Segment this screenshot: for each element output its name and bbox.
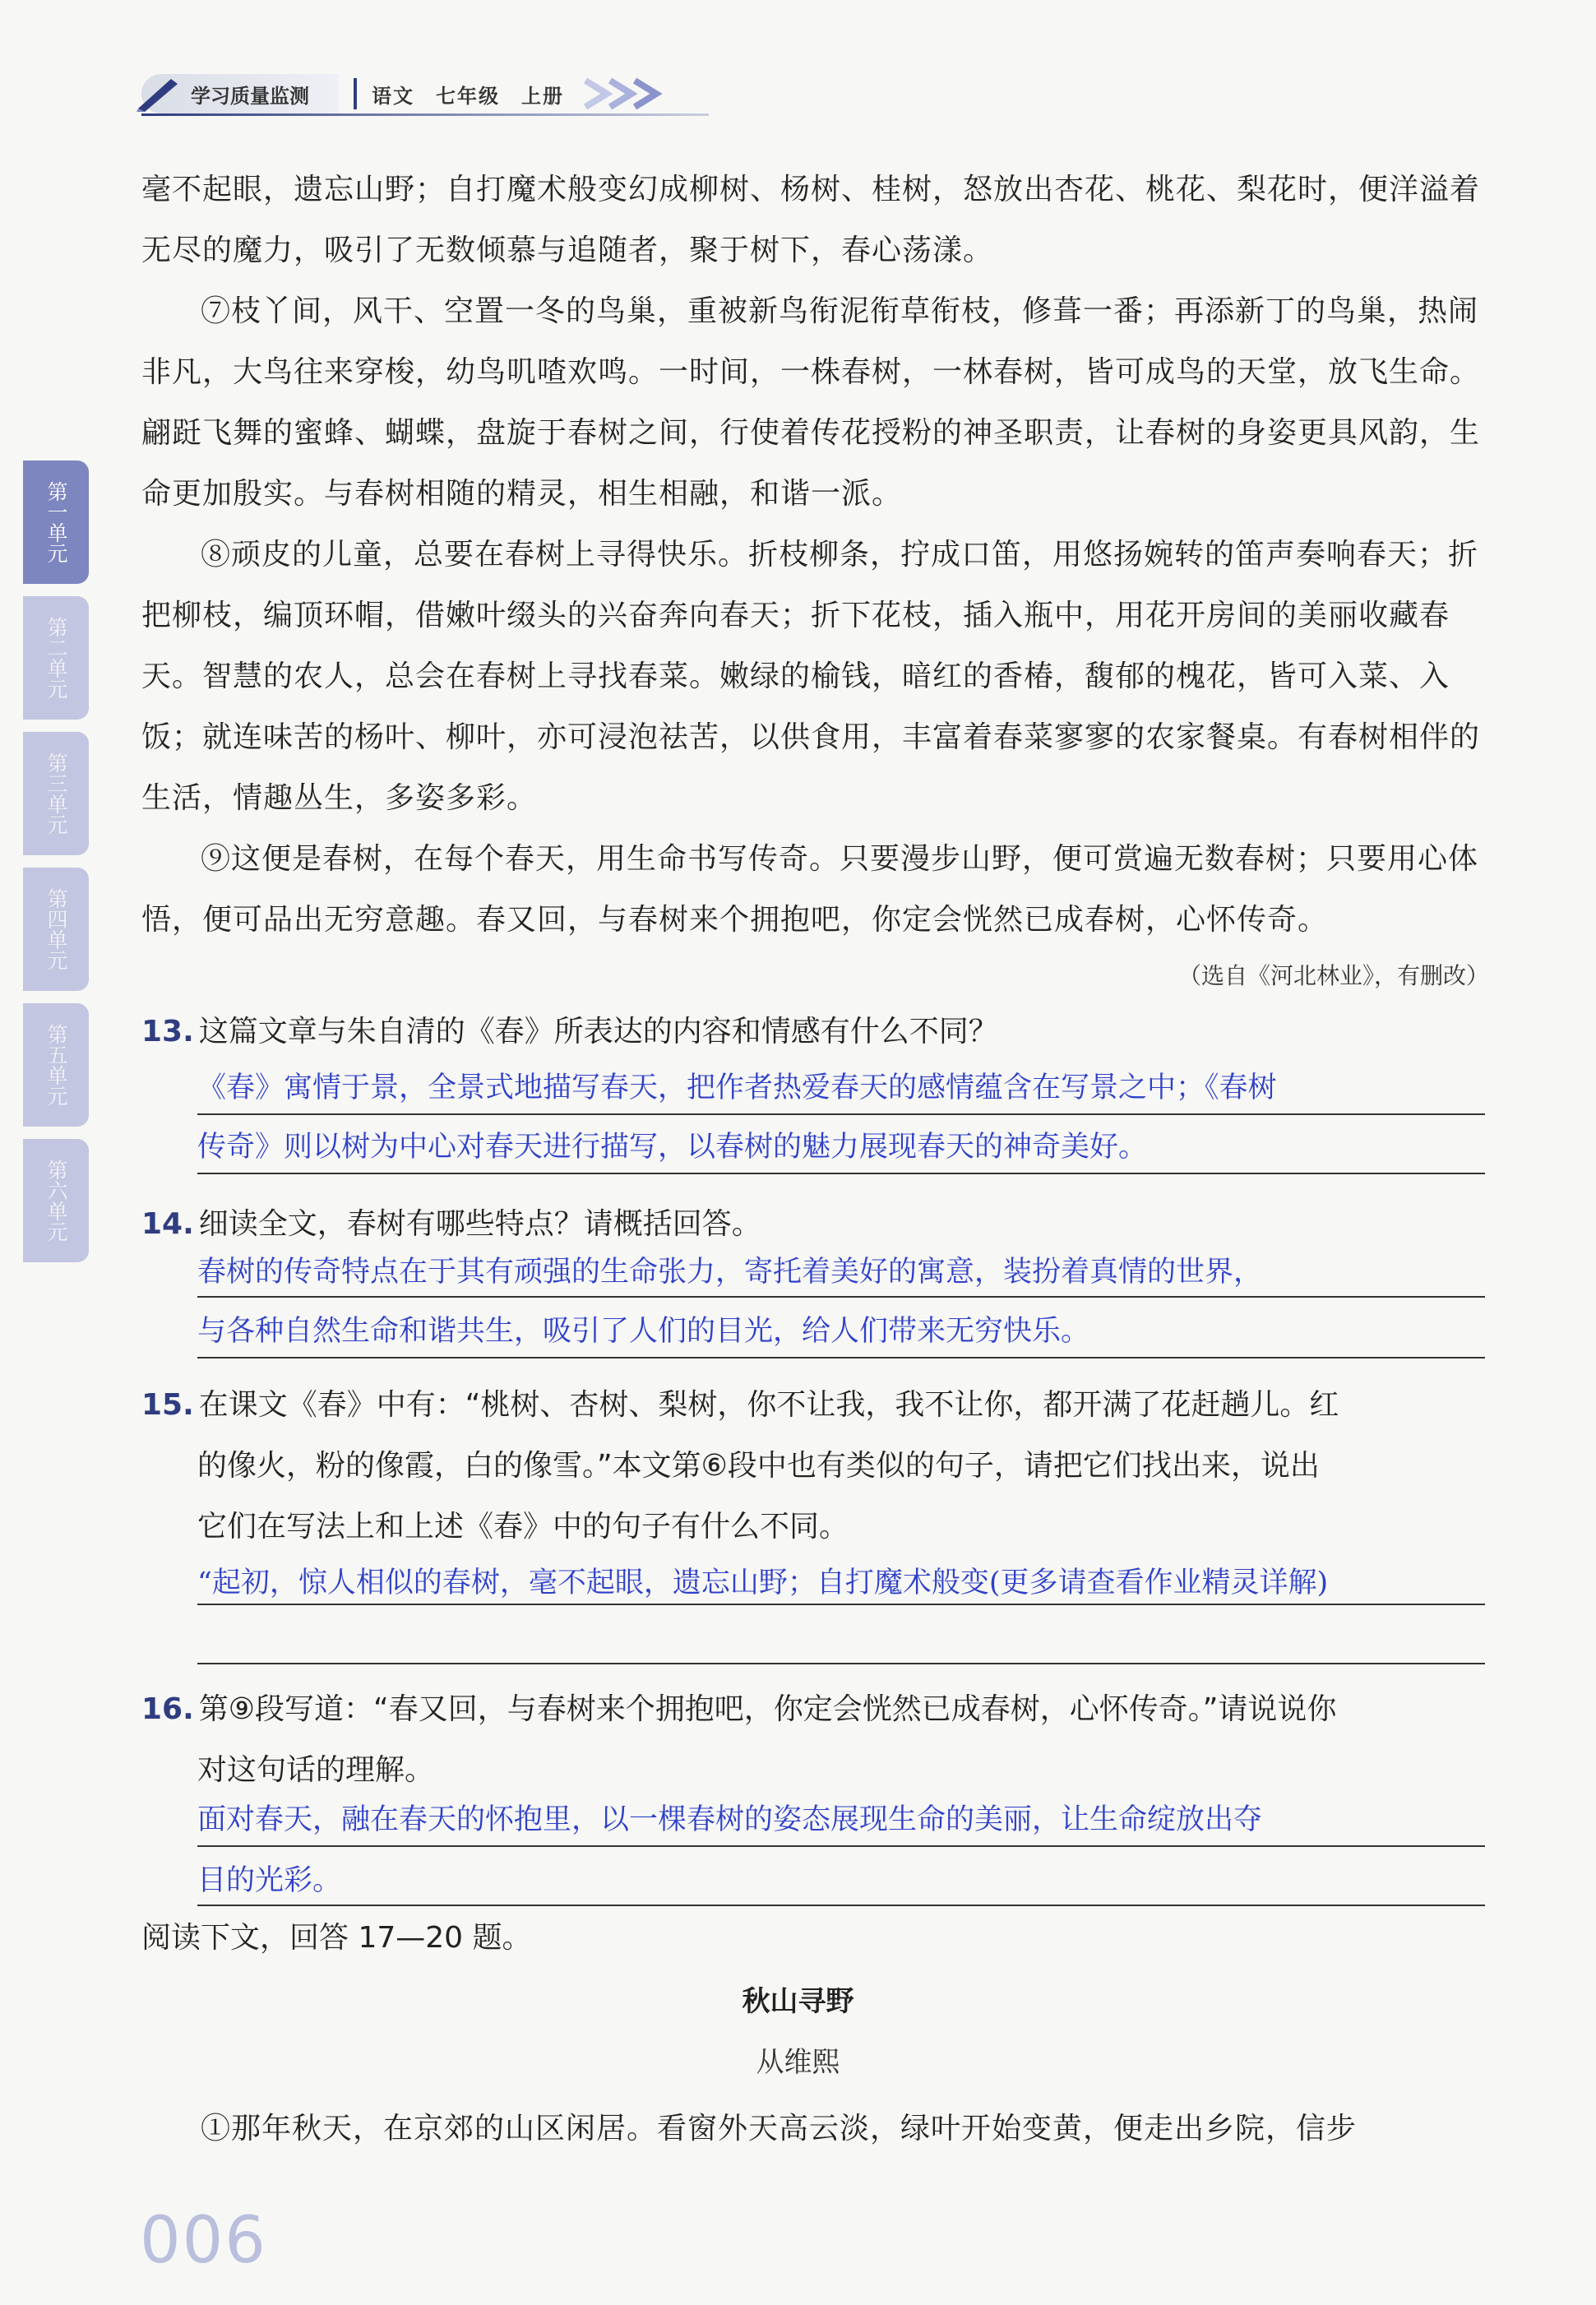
unit-tab-label: 第四单元 — [44, 888, 68, 970]
page-header — [141, 72, 676, 115]
answer-14-line-1: 春树的传奇特点在于其有顽强的生命张力，寄托着美好的寓意，装扮着真情的世界， — [197, 1256, 1263, 1289]
answer-rule — [197, 1357, 1485, 1358]
answer-rule — [197, 1845, 1485, 1847]
answer-16-line-2: 目的光彩。 — [197, 1864, 342, 1897]
question-text-line-3: 它们在写法上和上述《春》中的句子有什么不同。 — [197, 1510, 849, 1544]
answer-rule — [197, 1604, 1485, 1605]
unit-tab-5[interactable] — [23, 1003, 89, 1127]
question-number: 14. — [141, 1207, 194, 1241]
question-13 — [141, 1002, 1490, 1062]
unit-tab-label: 第二单元 — [44, 617, 68, 699]
answer-rule — [197, 1296, 1485, 1298]
answer-13-line-1: 《春》寓情于景，全景式地描写春天，把作者热爱春天的感情蕴含在写景之中；《春树 — [197, 1072, 1277, 1104]
article-paragraph-continued: 毫不起眼，遗忘山野；自打魔术般变幻成柳树、杨树、桂树，怒放出杏花、桃花、梨花时，便洋溢着无尽的魔力，吸引了无数倾慕与追随者，聚于树下，春心荡漾。 — [141, 173, 1481, 267]
unit-tab-label: 第六单元 — [44, 1159, 68, 1242]
passage-paragraph-1: ①那年秋天，在京郊的山区闲居。看窗外天高云淡，绿叶开始变黄，便走出乡院，信步 — [201, 2112, 1358, 2145]
header-title: 学习质量监测 — [191, 84, 309, 108]
question-text: 这篇文章与朱自清的《春》所表达的内容和情感有什么不同？ — [198, 1015, 998, 1048]
header-rule — [141, 113, 709, 116]
unit-tab-1[interactable] — [23, 461, 89, 584]
header-title-box — [141, 74, 339, 113]
unit-tab-6[interactable] — [23, 1139, 89, 1262]
answer-13-line-2: 传奇》则以树为中心对春天进行描写，以春树的魅力展现春天的神奇美好。 — [197, 1131, 1148, 1164]
answer-rule — [197, 1663, 1485, 1664]
answer-rule — [197, 1905, 1485, 1906]
chevron-arrows-icon — [577, 76, 676, 112]
article-paragraph-7: ⑦枝丫间，风干、空置一冬的鸟巢，重被新鸟衔泥衔草衔枝，修葺一番；再添新丁的鸟巢，热闹非凡，大鸟往来穿梭，幼鸟叽喳欢鸣。一时间，一株春树，一林春树，皆可成鸟的天堂，放飞生命。翩跹飞舞的蜜蜂、蝴蝶，盘旋于春树之间，行使着传花授粉的神圣职责，让春树的身姿更具风韵，生命更加殷实。与春树相随的精灵，相生相融，和谐一派。 — [141, 294, 1481, 511]
question-text-line-2: 的像火，粉的像霞，白的像雪。”本文第⑥段中也有类似的句子，请把它们找出来，说出 — [197, 1449, 1320, 1483]
header-separator — [354, 78, 357, 109]
passage-title: 秋山寻野 — [742, 1985, 854, 2018]
article-paragraph-8: ⑧顽皮的儿童，总要在春树上寻得快乐。折枝柳条，拧成口笛，用悠扬婉转的笛声奏响春天；折把柳枝，编顶环帽，借嫩叶缀头的兴奋奔向春天；折下花枝，插入瓶中，用花开房间的美丽收藏春天。智慧的农人，总会在春树上寻找春菜。嫩绿的榆钱，暗红的香椿，馥郁的槐花，皆可入菜、入饭；就连味苦的杨叶、柳叶，亦可浸泡祛苦，以供食用，丰富着春菜寥寥的农家餐桌。有春树相伴的生活，情趣丛生，多姿多彩。 — [141, 538, 1481, 815]
answer-16-line-1: 面对春天，融在春天的怀抱里，以一棵春树的姿态展现生命的美丽，让生命绽放出夺 — [197, 1803, 1263, 1836]
unit-tab-3[interactable] — [23, 732, 89, 855]
question-15 — [141, 1375, 1490, 1557]
answer-15-line-1: “起初，惊人相似的春树，毫不起眼，遗忘山野；自打魔术般变(更多请查看作业精灵详解) — [197, 1567, 1329, 1599]
header-subtitle: 语文 七年级 上册 — [372, 84, 564, 108]
article-source: （选自《河北林业》，有删改） — [1177, 962, 1489, 989]
page-number: 006 — [140, 2204, 267, 2278]
question-number: 13. — [141, 1015, 194, 1048]
passage-author: 从维熙 — [756, 2046, 840, 2079]
pen-icon — [135, 76, 184, 112]
unit-tab-label: 第三单元 — [44, 752, 68, 835]
question-text: 细读全文，春树有哪些特点？请概括回答。 — [198, 1207, 761, 1241]
question-number: 15. — [141, 1388, 194, 1422]
question-text-line-1: 在课文《春》中有：“桃树、杏树、梨树，你不让我，我不让你，都开满了花赶趟儿。红 — [198, 1388, 1339, 1422]
question-text-line-1: 第⑨段写道：“春又回，与春树来个拥抱吧，你定会恍然已成春树，心怀传奇。”请说说你 — [198, 1692, 1337, 1726]
question-16 — [141, 1679, 1490, 1801]
answer-rule — [197, 1173, 1485, 1174]
article-paragraph-9: ⑨这便是春树，在每个春天，用生命书写传奇。只要漫步山野，便可赏遍无数春树；只要用心体悟，便可品出无穷意趣。春又回，与春树来个拥抱吧，你定会恍然已成春树，心怀传奇。 — [141, 842, 1479, 937]
unit-tab-4[interactable] — [23, 868, 89, 991]
reading-intro: 阅读下文，回答 17—20 题。 — [141, 1921, 532, 1955]
answer-14-line-2: 与各种自然生命和谐共生，吸引了人们的目光，给人们带来无穷快乐。 — [197, 1315, 1090, 1348]
question-number: 16. — [141, 1692, 194, 1726]
answer-rule — [197, 1113, 1485, 1115]
unit-tab-label: 第五单元 — [44, 1024, 68, 1106]
unit-tab-label: 第一单元 — [44, 481, 68, 563]
unit-tab-2[interactable] — [23, 596, 89, 720]
question-text-line-2: 对这句话的理解。 — [197, 1753, 435, 1787]
